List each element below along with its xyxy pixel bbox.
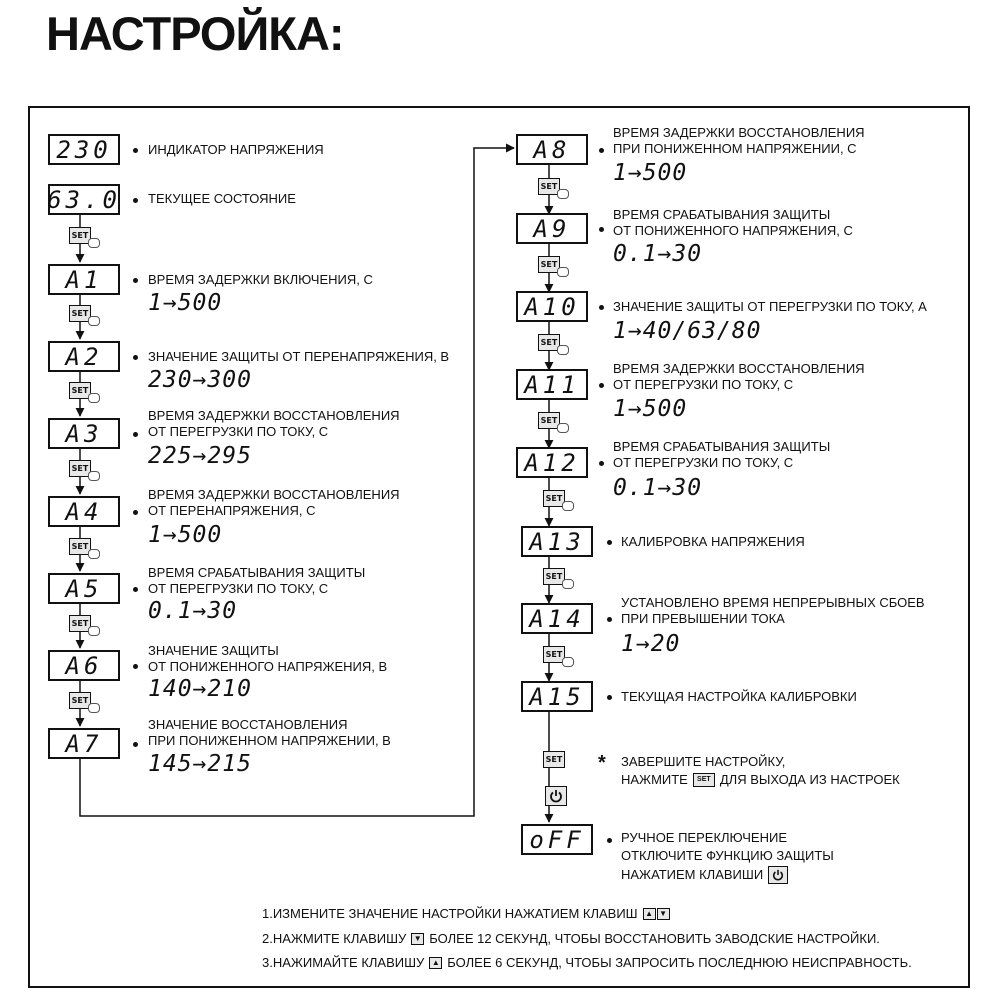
off-line2: ОТКЛЮЧИТЕ ФУНКЦИЮ ЗАЩИТЫ <box>621 848 834 863</box>
power-icon <box>768 866 788 884</box>
off-line3 <box>621 866 788 884</box>
label-a9-line2: ОТ ПОНИЖЕННОГО НАПРЯЖЕНИЯ, С <box>613 223 853 238</box>
range-a6: 140→210 <box>148 676 252 702</box>
finger-icon <box>562 657 574 667</box>
label-a6-line1: ЗНАЧЕНИЕ ЗАЩИТЫ <box>148 643 279 658</box>
bullet <box>133 432 138 437</box>
note-3 <box>262 955 912 970</box>
set-button-icon: SET <box>543 751 565 768</box>
bullet <box>133 664 138 669</box>
bullet <box>607 617 612 622</box>
range-a4: 1→500 <box>148 522 223 548</box>
set-button-icon: SET <box>538 412 560 429</box>
bullet <box>599 383 604 388</box>
finger-icon <box>88 393 100 403</box>
set-key-icon: SET <box>693 773 715 787</box>
display-a10: A10 <box>516 291 588 322</box>
display-a14: A14 <box>521 603 593 634</box>
finish-line1: ЗАВЕРШИТЕ НАСТРОЙКУ, <box>621 754 786 769</box>
label-a8-line2: ПРИ ПОНИЖЕННОМ НАПРЯЖЕНИИ, С <box>613 141 857 156</box>
bullet <box>133 742 138 747</box>
label-a14-line2: ПРИ ПРЕВЫШЕНИИ ТОКА <box>621 611 785 626</box>
set-button-icon: SET <box>69 382 91 399</box>
finish-line2-pre: НАЖМИТЕ <box>621 772 688 787</box>
display-a3: A3 <box>48 418 120 449</box>
range-a7: 145→215 <box>148 751 252 777</box>
label-a4-line1: ВРЕМЯ ЗАДЕРЖКИ ВОССТАНОВЛЕНИЯ <box>148 487 400 502</box>
label-a12-line1: ВРЕМЯ СРАБАТЫВАНИЯ ЗАЩИТЫ <box>613 439 831 454</box>
range-a10: 1→40/63/80 <box>613 318 762 344</box>
range-a1: 1→500 <box>148 290 223 316</box>
set-button-icon: SET <box>69 227 91 244</box>
down-arrow-icon: ▼ <box>657 908 670 920</box>
label-a3-line2: ОТ ПЕРЕГРУЗКИ ПО ТОКУ, С <box>148 424 329 439</box>
range-a9: 0.1→30 <box>613 241 703 267</box>
display-a1: A1 <box>48 264 120 295</box>
finger-icon <box>557 345 569 355</box>
off-line1: РУЧНОЕ ПЕРЕКЛЮЧЕНИЕ <box>621 830 787 845</box>
note-2-pre: 2.НАЖМИТЕ КЛАВИШУ <box>262 931 407 946</box>
finger-icon <box>557 189 569 199</box>
range-a2: 230→300 <box>148 367 252 393</box>
set-button-icon: SET <box>543 568 565 585</box>
range-a3: 225→295 <box>148 443 252 469</box>
note-2-post: БОЛЕЕ 12 СЕКУНД, ЧТОБЫ ВОССТАНОВИТЬ ЗАВОДСКИЕ НАСТРОЙКИ. <box>429 931 880 946</box>
up-arrow-icon: ▲ <box>429 957 442 969</box>
note-3-pre: 3.НАЖИМАЙТЕ КЛАВИШУ <box>262 955 425 970</box>
set-button-icon: SET <box>538 334 560 351</box>
range-a12: 0.1→30 <box>613 475 703 501</box>
bullet <box>133 278 138 283</box>
up-arrow-icon: ▲ <box>643 908 656 920</box>
note-2 <box>262 931 880 946</box>
label-a5-line1: ВРЕМЯ СРАБАТЫВАНИЯ ЗАЩИТЫ <box>148 565 366 580</box>
range-a14: 1→20 <box>621 631 681 657</box>
finger-icon <box>557 423 569 433</box>
finger-icon <box>88 316 100 326</box>
label-a1: ВРЕМЯ ЗАДЕРЖКИ ВКЛЮЧЕНИЯ, С <box>148 272 373 287</box>
display-a9: A9 <box>516 213 588 244</box>
range-a8: 1→500 <box>613 160 688 186</box>
display-off: oFF <box>521 824 593 855</box>
set-button-icon: SET <box>69 305 91 322</box>
finger-icon <box>562 501 574 511</box>
finger-icon <box>557 267 569 277</box>
note-1 <box>262 906 670 921</box>
finger-icon <box>88 703 100 713</box>
note-1-text: 1.ИЗМЕНИТЕ ЗНАЧЕНИЕ НАСТРОЙКИ НАЖАТИЕМ КЛАВИШ <box>262 906 638 921</box>
bullet <box>599 305 604 310</box>
label-a11-line2: ОТ ПЕРЕГРУЗКИ ПО ТОКУ, С <box>613 377 794 392</box>
label-a3-line1: ВРЕМЯ ЗАДЕРЖКИ ВОССТАНОВЛЕНИЯ <box>148 408 400 423</box>
set-button-icon: SET <box>69 692 91 709</box>
set-button-icon: SET <box>69 538 91 555</box>
display-a5: A5 <box>48 573 120 604</box>
set-button-icon: SET <box>538 178 560 195</box>
set-button-icon: SET <box>538 256 560 273</box>
bullet <box>133 587 138 592</box>
label-a7-line2: ПРИ ПОНИЖЕННОМ НАПРЯЖЕНИИ, В <box>148 733 391 748</box>
label-a7-line1: ЗНАЧЕНИЕ ВОССТАНОВЛЕНИЯ <box>148 717 348 732</box>
finger-icon <box>88 626 100 636</box>
bullet <box>133 355 138 360</box>
bullet <box>599 148 604 153</box>
finger-icon <box>562 579 574 589</box>
label-voltage-indicator: ИНДИКАТОР НАПРЯЖЕНИЯ <box>148 142 324 157</box>
finger-icon <box>88 471 100 481</box>
finish-line2 <box>621 772 900 788</box>
off-line3-text: НАЖАТИЕМ КЛАВИШИ <box>621 867 764 882</box>
set-button-icon: SET <box>543 490 565 507</box>
bullet <box>599 227 604 232</box>
label-current-state: ТЕКУЩЕЕ СОСТОЯНИЕ <box>148 191 296 206</box>
label-a15: ТЕКУЩАЯ НАСТРОЙКА КАЛИБРОВКИ <box>621 689 857 704</box>
bullet <box>607 695 612 700</box>
bullet <box>133 148 138 153</box>
finger-icon <box>88 549 100 559</box>
label-a5-line2: ОТ ПЕРЕГРУЗКИ ПО ТОКУ, С <box>148 581 329 596</box>
label-a10: ЗНАЧЕНИЕ ЗАЩИТЫ ОТ ПЕРЕГРУЗКИ ПО ТОКУ, А <box>613 299 927 314</box>
label-a13: КАЛИБРОВКА НАПРЯЖЕНИЯ <box>621 534 805 549</box>
range-a11: 1→500 <box>613 396 688 422</box>
display-a13: A13 <box>521 526 593 557</box>
display-a7: A7 <box>48 728 120 759</box>
display-a11: A11 <box>516 369 588 400</box>
display-current-state: 63.0 <box>47 185 121 214</box>
label-a11-line1: ВРЕМЯ ЗАДЕРЖКИ ВОССТАНОВЛЕНИЯ <box>613 361 865 376</box>
asterisk: * <box>598 752 606 774</box>
finger-icon <box>88 238 100 248</box>
display-a4: A4 <box>48 496 120 527</box>
label-a4-line2: ОТ ПЕРЕНАПРЯЖЕНИЯ, С <box>148 503 316 518</box>
bullet <box>133 510 138 515</box>
label-a14-line1: УСТАНОВЛЕНО ВРЕМЯ НЕПРЕРЫВНЫХ СБОЕВ <box>621 595 925 610</box>
display-a6: A6 <box>48 650 120 681</box>
display-a12: A12 <box>516 447 588 478</box>
set-button-icon: SET <box>69 460 91 477</box>
down-arrow-icon: ▼ <box>411 933 424 945</box>
label-a9-line1: ВРЕМЯ СРАБАТЫВАНИЯ ЗАЩИТЫ <box>613 207 831 222</box>
set-button-icon: SET <box>543 646 565 663</box>
note-3-post: БОЛЕЕ 6 СЕКУНД, ЧТОБЫ ЗАПРОСИТЬ ПОСЛЕДНЮЮ НЕИСПРАВНОСТЬ. <box>447 955 912 970</box>
bullet <box>133 198 138 203</box>
page-title: НАСТРОЙКА: <box>46 7 344 60</box>
label-a6-line2: ОТ ПОНИЖЕННОГО НАПРЯЖЕНИЯ, В <box>148 659 388 674</box>
set-button-icon: SET <box>69 615 91 632</box>
finish-line2-post: ДЛЯ ВЫХОДА ИЗ НАСТРОЕК <box>719 772 900 787</box>
power-icon <box>545 786 567 806</box>
bullet <box>607 838 612 843</box>
label-a12-line2: ОТ ПЕРЕГРУЗКИ ПО ТОКУ, С <box>613 455 794 470</box>
range-a5: 0.1→30 <box>148 598 238 624</box>
display-voltage-indicator: 230 <box>48 134 120 165</box>
bullet <box>599 461 604 466</box>
display-a2: A2 <box>48 341 120 372</box>
label-a2: ЗНАЧЕНИЕ ЗАЩИТЫ ОТ ПЕРЕНАПРЯЖЕНИЯ, В <box>148 349 450 364</box>
label-a8-line1: ВРЕМЯ ЗАДЕРЖКИ ВОССТАНОВЛЕНИЯ <box>613 125 865 140</box>
display-a8: A8 <box>516 134 588 165</box>
bullet <box>607 540 612 545</box>
display-a15: A15 <box>521 681 593 712</box>
